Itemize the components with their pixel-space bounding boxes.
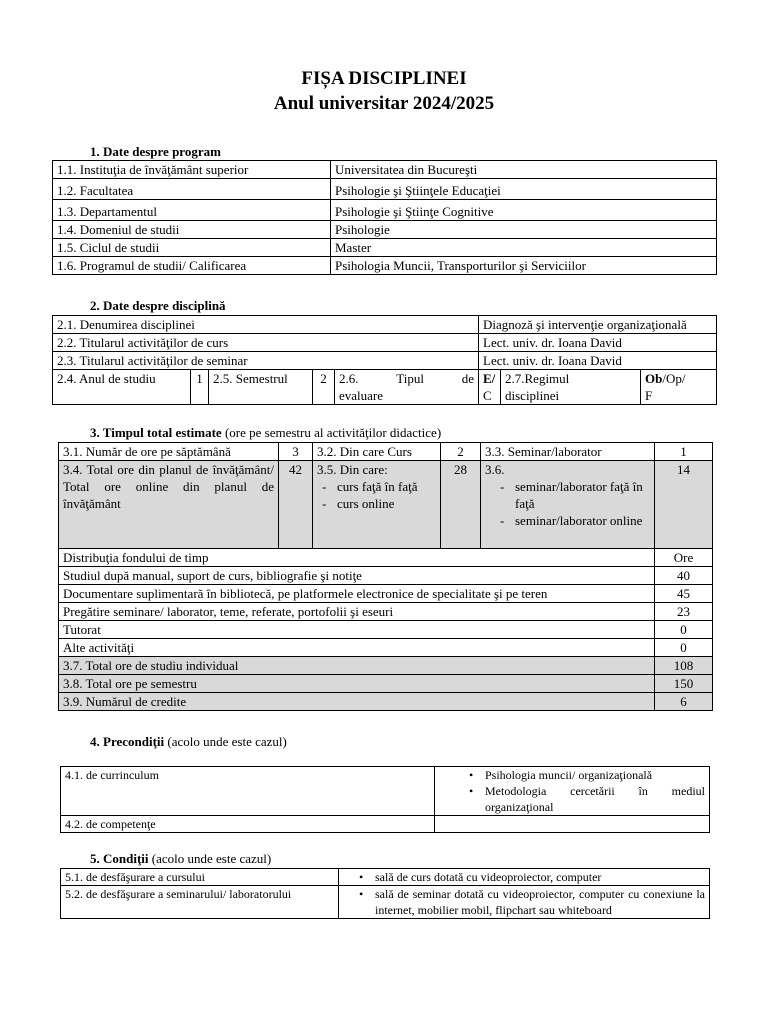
list-item: • Psihologia muncii/ organizaţională [485, 767, 705, 783]
row-label: 3.8. Total ore pe semestru [59, 675, 655, 693]
section-2-heading: 2. Date despre disciplină [90, 298, 226, 313]
table-row [59, 461, 713, 549]
semester-label: 2.5. Semestrul [209, 370, 313, 405]
row-label: 3.7. Total ore de studiu individual [59, 657, 655, 675]
table-row [61, 869, 710, 886]
time-table [58, 442, 713, 711]
total-plan-value: 42 [279, 461, 313, 549]
row-value: Psihologie şi Ştiinţele Educaţiei [331, 179, 717, 200]
table-row [59, 621, 713, 639]
row-value: 0 [655, 621, 713, 639]
table-row [59, 693, 713, 711]
academic-year: Anul universitar 2024/2025 [273, 93, 495, 114]
semester-value: 2 [313, 370, 335, 405]
course-label: 3.2. Din care Curs [313, 443, 441, 461]
table-row [53, 370, 717, 405]
row-label: Tutorat [59, 621, 655, 639]
regime-value: Ob/Op/ F [641, 370, 717, 405]
distribution-unit: Ore [655, 549, 713, 567]
table-row [53, 257, 717, 275]
curriculum-label: 4.1. de currinculum [61, 767, 435, 816]
table-row [59, 639, 713, 657]
row-label: 2.3. Titularul activităţilor de seminar [53, 352, 479, 370]
table-row [59, 603, 713, 621]
discipline-table [52, 315, 717, 405]
row-label: 1.1. Instituţia de învăţământ superior [53, 161, 331, 179]
table-row [59, 549, 713, 567]
table-row [53, 316, 717, 334]
regime-label: 2.7.Regimul disciplinei [501, 370, 641, 405]
document-title: FIȘA DISCIPLINEI [301, 68, 467, 89]
table-row [59, 567, 713, 585]
section-4-heading: 4. Precondiţii (acolo unde este cazul) [90, 734, 287, 749]
table-row [53, 200, 717, 221]
table-row [53, 179, 717, 200]
seminar-conditions-label: 5.2. de desfăşurare a seminarului/ laboratorului [61, 886, 339, 919]
list-item: • Metodologia cercetării în mediul organizaţional [485, 783, 705, 815]
course-value: 2 [441, 443, 481, 461]
din-care-value: 28 [441, 461, 481, 549]
seminar-breakdown-value: 14 [655, 461, 713, 549]
conditions-table [60, 868, 710, 919]
year-value: 1 [191, 370, 209, 405]
total-plan-label: 3.4. Total ore din planul de învăţământ/ Total ore online din planul de învăţământ [59, 461, 279, 549]
section-1-heading: 1. Date despre program [90, 144, 221, 159]
row-value: 6 [655, 693, 713, 711]
seminar-label: 3.3. Seminar/laborator [481, 443, 655, 461]
row-value: 150 [655, 675, 713, 693]
table-row [59, 443, 713, 461]
year-label: 2.4. Anul de studiu [53, 370, 191, 405]
row-value: Psihologia Muncii, Transporturilor şi Serviciilor [331, 257, 717, 275]
evaluation-value: E/ C [479, 370, 501, 405]
row-value: 40 [655, 567, 713, 585]
row-label: 1.4. Domeniul de studii [53, 221, 331, 239]
row-value: Diagnoză şi intervenţie organizaţională [479, 316, 717, 334]
row-label: Pregătire seminare/ laborator, teme, referate, portofolii şi eseuri [59, 603, 655, 621]
seminar-breakdown-cell: 3.6. - seminar/laborator faţă în faţă - seminar/laborator online [481, 461, 655, 549]
list-item: - curs faţă în faţă [337, 478, 436, 495]
table-row [53, 352, 717, 370]
list-item: - seminar/laborator online [515, 512, 650, 529]
hours-week-label: 3.1. Număr de ore pe săptămână [59, 443, 279, 461]
row-value: 108 [655, 657, 713, 675]
seminar-value: 1 [655, 443, 713, 461]
section-3-heading: 3. Timpul total estimate (ore pe semestru al activităţilor didactice) [90, 425, 442, 440]
row-value: Lect. univ. dr. Ioana David [479, 334, 717, 352]
distribution-label: Distribuţia fondului de timp [59, 549, 655, 567]
list-item: • sală de curs dotată cu videoproiector, computer [375, 869, 705, 885]
row-value: 23 [655, 603, 713, 621]
table-row [53, 334, 717, 352]
evaluation-label: 2.6. Tipul de evaluare [335, 370, 479, 405]
row-value: Psihologie şi Ştiinţe Cognitive [331, 200, 717, 221]
row-value: Universitatea din Bucureşti [331, 161, 717, 179]
row-label: 1.2. Facultatea [53, 179, 331, 200]
row-label: Documentare suplimentară în bibliotecă, pe platformele electronice de specialitate şi pe teren [59, 585, 655, 603]
competences-value [435, 816, 710, 833]
row-label: 1.5. Ciclul de studii [53, 239, 331, 257]
row-label: 1.6. Programul de studii/ Calificarea [53, 257, 331, 275]
row-label: Alte activităţi [59, 639, 655, 657]
row-value: 45 [655, 585, 713, 603]
section-5-heading: 5. Condiţii (acolo unde este cazul) [90, 851, 272, 866]
list-item: - seminar/laborator faţă în faţă [515, 478, 650, 512]
table-row [59, 657, 713, 675]
row-label: 3.9. Numărul de credite [59, 693, 655, 711]
row-label: 2.2. Titularul activităţilor de curs [53, 334, 479, 352]
row-value: Lect. univ. dr. Ioana David [479, 352, 717, 370]
list-item: • sală de seminar dotată cu videoproiector, computer cu conexiune la internet, mobilier mobil, flipchart sau whiteboard [375, 886, 705, 918]
table-row [53, 239, 717, 257]
row-label: 2.1. Denumirea disciplinei [53, 316, 479, 334]
row-value: Master [331, 239, 717, 257]
table-row [61, 886, 710, 919]
table-row [59, 585, 713, 603]
seminar-conditions-value [339, 886, 710, 919]
competences-label: 4.2. de competenţe [61, 816, 435, 833]
row-label: Studiul după manual, suport de curs, bibliografie şi notiţe [59, 567, 655, 585]
din-care-cell: 3.5. Din care: - curs faţă în faţă - curs online [313, 461, 441, 549]
table-row [61, 767, 710, 816]
course-conditions-label: 5.1. de desfăşurare a cursului [61, 869, 339, 886]
hours-week-value: 3 [279, 443, 313, 461]
table-row [59, 675, 713, 693]
table-row [53, 221, 717, 239]
table-row [61, 816, 710, 833]
course-conditions-value [339, 869, 710, 886]
row-value: Psihologie [331, 221, 717, 239]
row-label: 1.3. Departamentul [53, 200, 331, 221]
row-value: 0 [655, 639, 713, 657]
table-row [53, 161, 717, 179]
list-item: - curs online [337, 495, 436, 512]
curriculum-value [435, 767, 710, 816]
preconditions-table [60, 766, 710, 833]
program-table [52, 160, 717, 275]
